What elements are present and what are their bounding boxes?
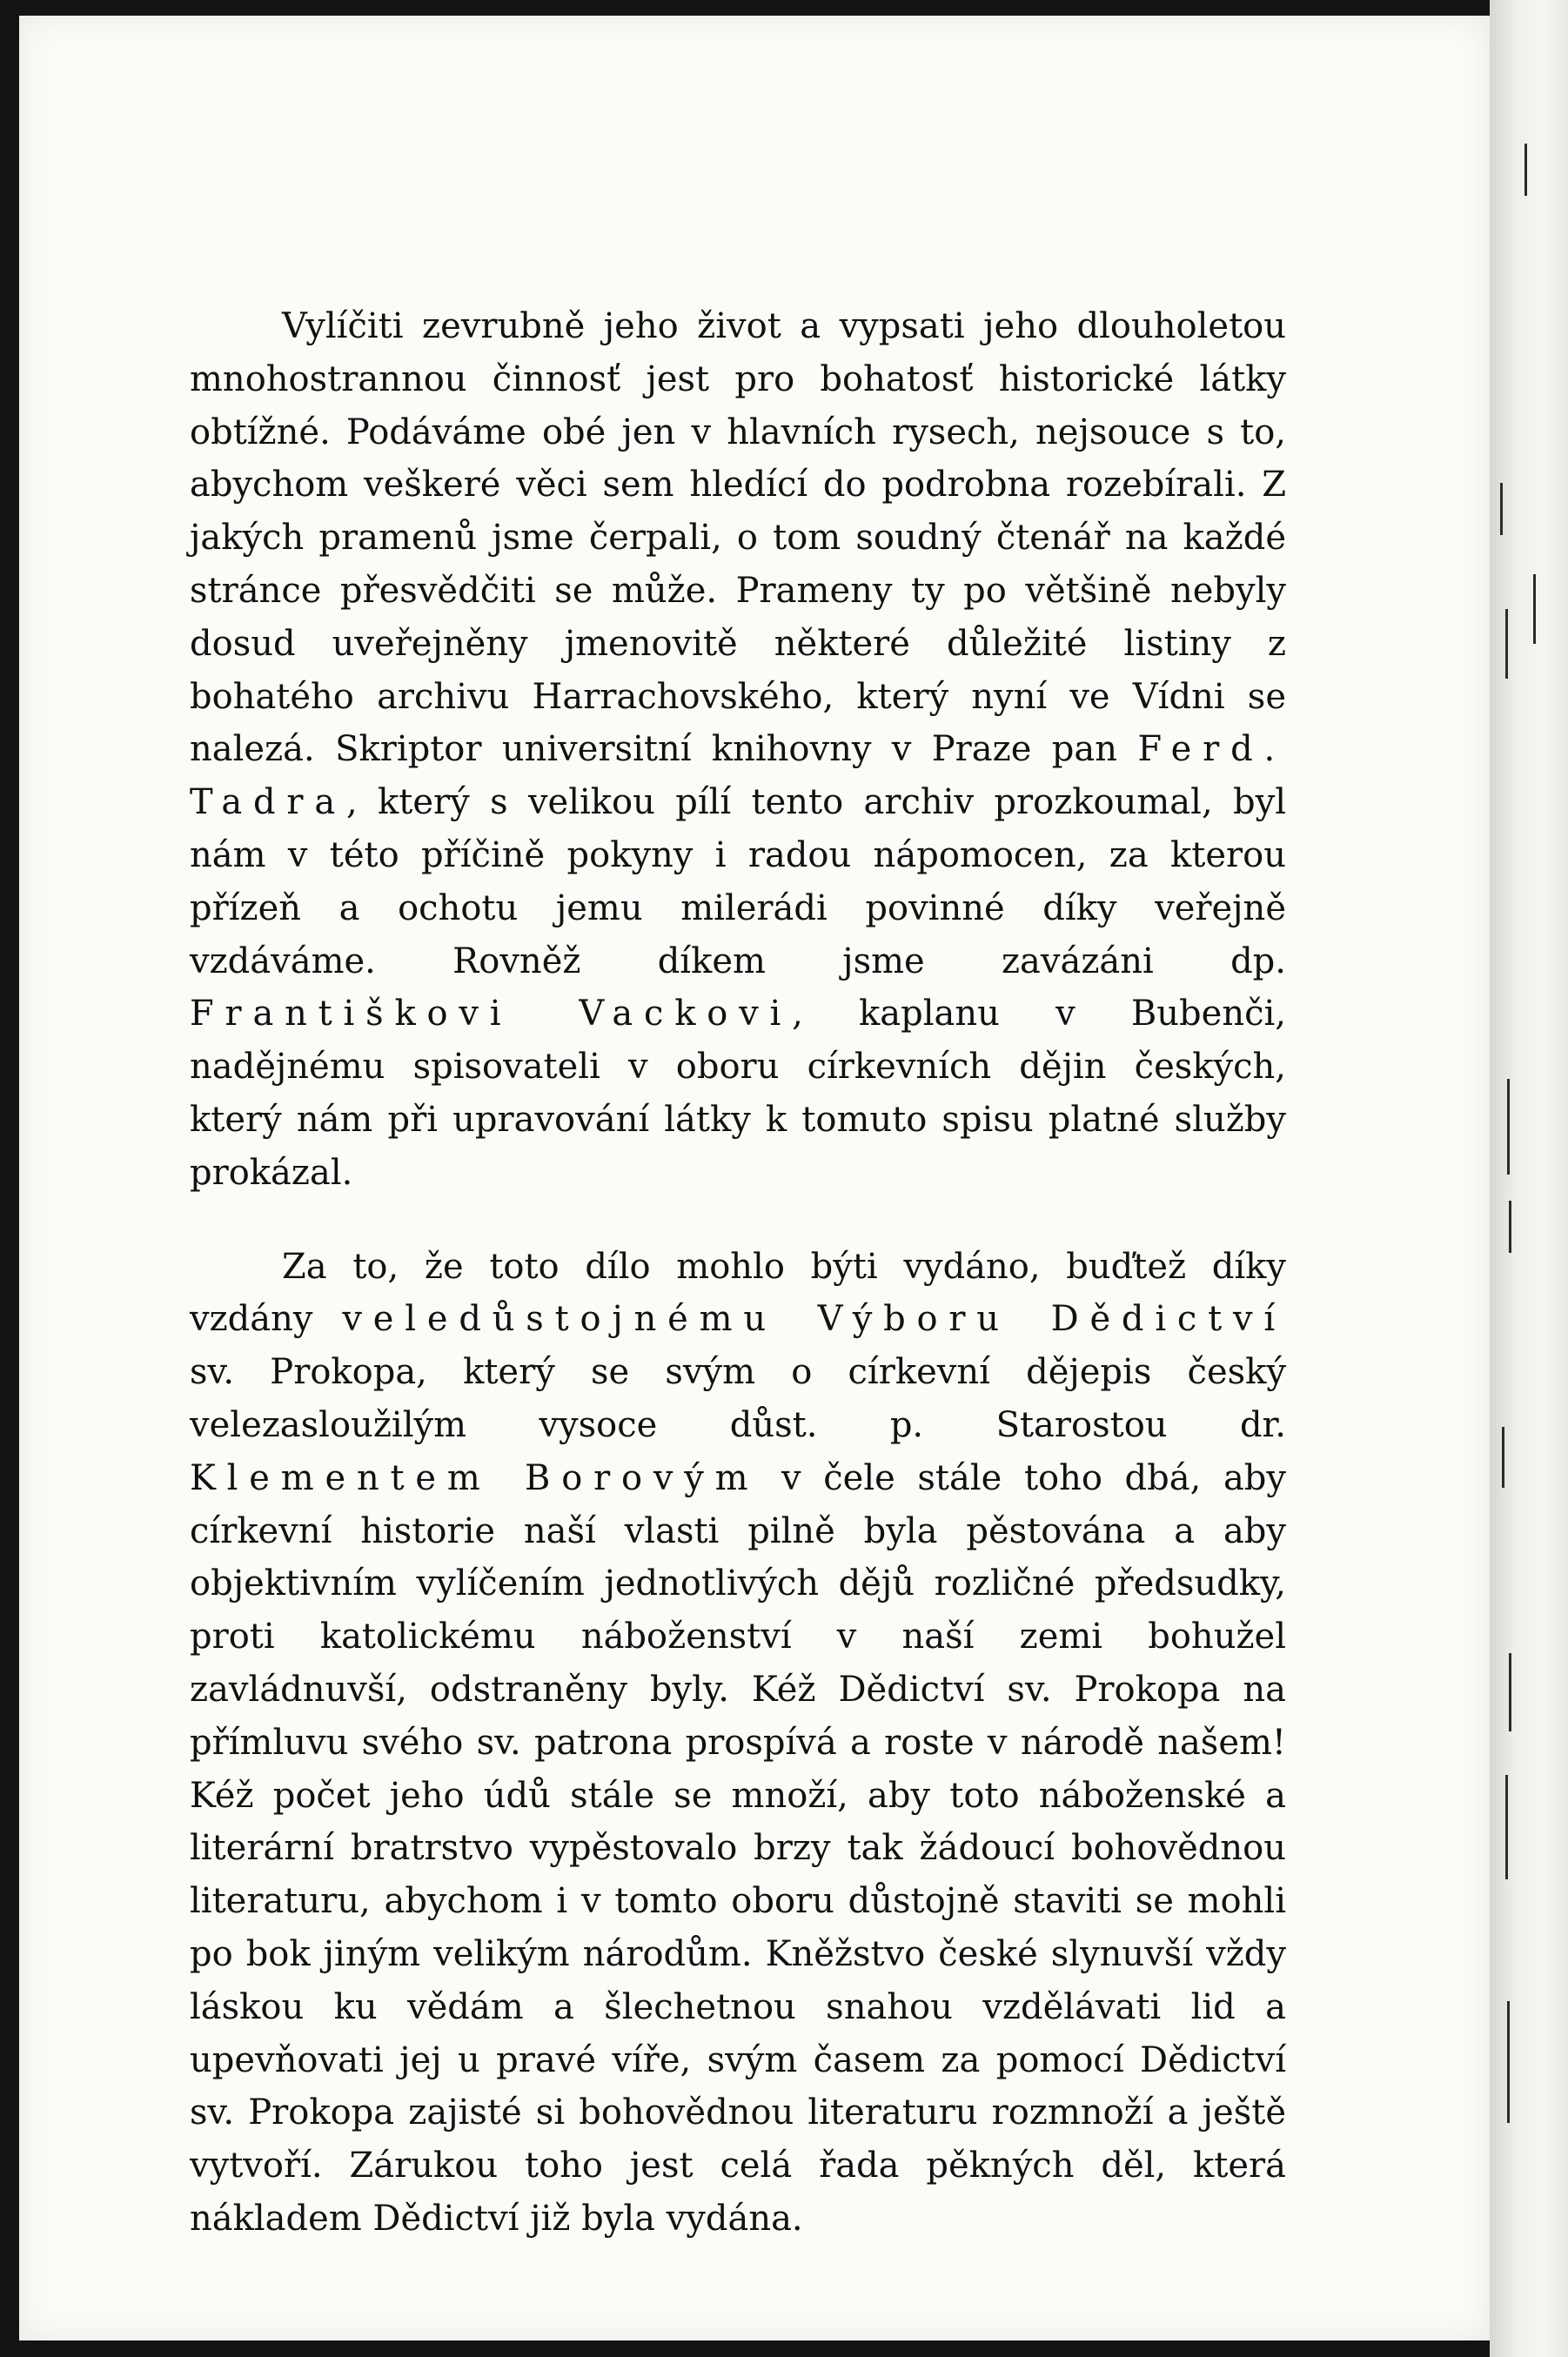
text-run: , který s velikou pílí tento archiv prozkoumal, byl nám v této příčině pokyny i radou nápomocen, za kterou přízeň a ochotu jemu milerádi povinné díky veřejně vzdáváme. Rovněž díkem jsme zavázáni dp. <box>190 782 1286 981</box>
spaced-name: Klementem Borovým <box>190 1457 760 1498</box>
edge-mark <box>1509 1653 1511 1731</box>
edge-mark <box>1505 609 1508 679</box>
text-run: Za to, že toto dílo mohlo býti vydáno, buďtež díky vzdány <box>190 1246 1286 1340</box>
edge-mark <box>1524 144 1527 196</box>
text-run: Vylíčiti zevrubně jeho život a vypsati jeho dlouholetou mnohostrannou činnosť jest pro bohatosť historické látky obtížné. Podáváme obé jen v hlavních rysech, nejsouce s to, abychom veškeré věci sem hledící do podrobna rozebírali. Z jakých pramenů jsme čerpali, o tom soudný čtenář na každé stránce přesvědčiti se může. Prameny ty po většině nebyly dosud uveřejněny jmenovitě některé důležité listiny z bohatého archivu Harrachovského, který nyní ve Vídni se nalezá. Skriptor universitní knihovny v Praze pan <box>190 306 1286 770</box>
spaced-name: Františkovi Vackovi <box>190 994 793 1035</box>
edge-mark <box>1507 1079 1510 1175</box>
text-run: sv. Prokopa, který se svým o církevní dějepis český velezasloužilým vysoce důst. p. Starostou dr. <box>190 1352 1286 1445</box>
body-text <box>190 300 1286 2246</box>
spaced-name: veledůstojnému Výboru Dědictví <box>342 1299 1286 1340</box>
paragraph <box>190 300 1286 1200</box>
edge-mark <box>1502 1427 1504 1488</box>
edge-mark <box>1509 1201 1511 1253</box>
text-run: , kaplanu v Bubenči, nadějnému spisovateli v oboru církevních dějin českých, který nám při upravování látky k tomuto spisu platné služby prokázal. <box>190 994 1286 1193</box>
edge-mark <box>1533 574 1536 644</box>
edge-mark <box>1507 2001 1510 2123</box>
paragraph <box>190 1241 1286 2246</box>
spaced-name: Ferd. Tadra <box>190 729 1286 823</box>
page-edge <box>1490 0 1568 2357</box>
edge-mark <box>1500 483 1503 535</box>
edge-mark <box>1505 1775 1508 1879</box>
text-run: v čele stále toho dbá, aby církevní historie naší vlasti pilně byla pěstována a aby objektivním vylíčením jednotlivých dějů rozličné předsudky, proti katolickému náboženství v naší zemi bohužel zavládnuvší, odstraněny byly. Kéž Dědictví sv. Prokopa na přímluvu svého sv. patrona prospívá a roste v národě našem! Kéž počet jeho údů stále se množí, aby toto náboženské a literární bratrstvo vypěstovalo brzy tak žádoucí bohovědnou literaturu, abychom i v tomto oboru důstojně staviti se mohli po bok jiným velikým národům. Kněžstvo české slynuvší vždy láskou ku vědám a šlechetnou snahou vzdělávati lid a upevňovati jej u pravé víře, svým časem za pomocí Dědictví sv. Prokopa zajisté si bohovědnou literaturu rozmnoží a ještě vytvoří. Zárukou toho jest celá řada pěkných děl, která nákladem Dědictví již byla vydána. <box>190 1457 1286 2239</box>
